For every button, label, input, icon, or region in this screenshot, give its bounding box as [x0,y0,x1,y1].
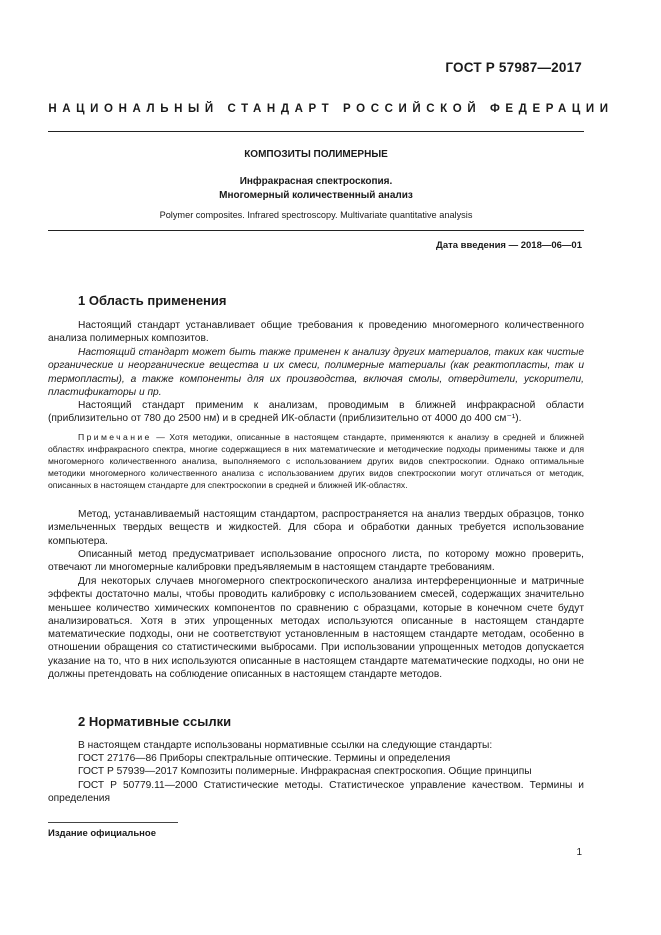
reference-1: ГОСТ 27176—86 Приборы спектральные оптические. Термины и определения [78,753,451,764]
standard-code: ГОСТ Р 57987—2017 [445,60,582,75]
section-1-heading: 1 Область применения [78,293,227,308]
subtitle-line-1: Инфракрасная спектроскопия. [239,176,393,187]
header-rule [48,131,584,132]
section-2-para-1: В настоящем стандарте использованы нормативные ссылки на следующие стандарты: [78,740,493,751]
section-1-para-6: Для некоторых случаев многомерного спектроскопического анализа интерференционные и матричные эффекты достаточно малы, чтобы проводить калибровку с использованием смесей, содержащих значительно меньшее количество химических компонентов по сравнению с образцами, которые в конечном счете будут анализироваться. Хотя в этих упрощенных методах используются описанные в настоящем стандарте математические подходы, они не соответствуют установленным в настоящем стандарте методам, особенно в отношении обращения со статистическими выбросами. При использовании упрощенных методов допускается указание на то, что в них используются описанные в настоящем стандарте математические подходы, но они не должны претендовать на соблюдение описанных в настоящем стандарте методов. [48,576,584,681]
title-rule [48,230,584,231]
document-title: КОМПОЗИТЫ ПОЛИМЕРНЫЕ [244,149,388,160]
reference-3: ГОСТ Р 50779.11—2000 Статистические методы. Статистическое управление качеством. Термины и определения [48,780,584,805]
subtitle-line-2: Многомерный количественный анализ [219,190,413,201]
section-1-para-5: Описанный метод предусматривает использование опросного листа, по которому можно проверить, отвечают ли многомерные калибровки предъявляемым в настоящем стандарте требованиям. [48,549,584,574]
section-1-note [48,431,584,491]
note-text: — Хотя методики, описанные в настоящем стандарте, применяются к анализу в средней и ближней областях инфракрасного спектра, многие содержащиеся в них математические и методические подходы применимы также и для многомерного количественного анализа, выполняемого с использованием других видов спектроскопии. Однако оптимальные методики многомерного количественного анализа с использованием других видов спектроскопии могут отличаться от методик, описанных в настоящем стандарте для спектроскопии в средней и ближней ИК-областях. [48,432,584,490]
section-1-para-2: Настоящий стандарт может быть также применен к анализу других материалов, таких как чистые органические и неорганические вещества и их смеси, полимерные материалы (как реактопласты, так и термопласты), а также компоненты для их производства, включая смолы, отвердители, ускорители, пластификаторы и пр. [48,347,584,398]
section-2-heading: 2 Нормативные ссылки [78,714,232,729]
footer-rule [48,822,178,823]
section-1-para-1: Настоящий стандарт устанавливает общие требования к проведению многомерного количественного анализа полимерных композитов. [48,320,584,345]
document-subtitle [48,175,584,203]
intro-date: Дата введения — 2018—06—01 [436,240,582,251]
section-1-para-4: Метод, устанавливаемый настоящим стандартом, распространяется на анализ твердых образцов, тонко измельченных твердых веществ и жидкостей. Для сбора и обработки данных требуется использование компьютера. [48,509,584,547]
page-number: 1 [576,847,582,858]
note-label: Примечание [78,432,152,442]
national-standard-banner: НАЦИОНАЛЬНЫЙ СТАНДАРТ РОССИЙСКОЙ ФЕДЕРАЦИИ [48,103,614,115]
english-title: Polymer composites. Infrared spectroscopy. Multivariate quantitative analysis [159,210,473,220]
section-1-para-3: Настоящий стандарт применим к анализам, проводимым в ближней инфракрасной области (приблизительно от 780 до 2500 нм) и в средней ИК-области (приблизительно от 4000 до 400 см⁻¹). [48,400,584,425]
official-edition-label: Издание официальное [48,828,156,839]
reference-2: ГОСТ Р 57939—2017 Композиты полимерные. Инфракрасная спектроскопия. Общие принципы [78,766,532,777]
